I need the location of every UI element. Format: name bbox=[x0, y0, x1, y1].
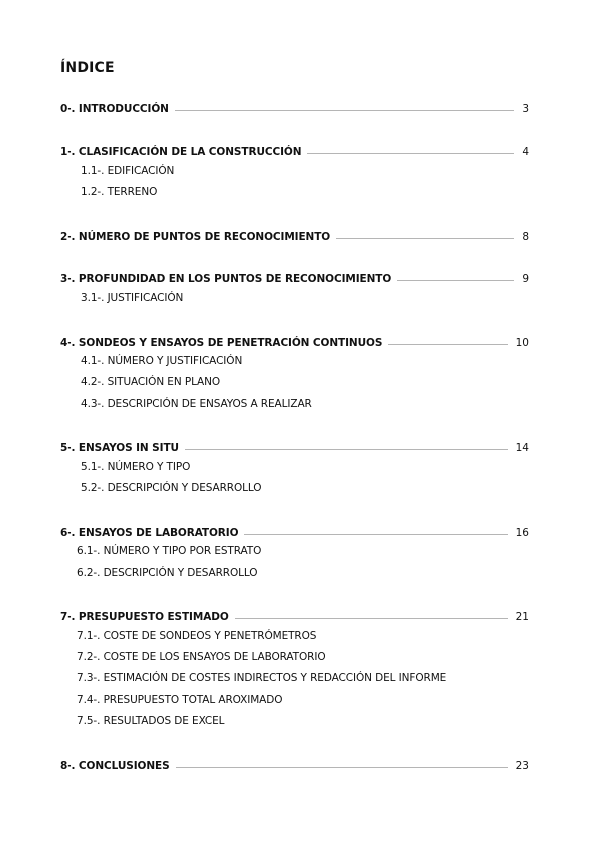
toc-entry-1[interactable] bbox=[60, 142, 529, 158]
toc-page-number: 9 bbox=[522, 273, 529, 285]
toc-subentry-7-5[interactable]: 7.5-. RESULTADOS DE EXCEL bbox=[77, 715, 225, 727]
toc-subentry-6-2[interactable]: 6.2-. DESCRIPCIÓN Y DESARROLLO bbox=[77, 567, 258, 579]
toc-page-number: 8 bbox=[522, 231, 529, 243]
toc-page-number: 10 bbox=[515, 337, 529, 349]
toc-entry-3[interactable] bbox=[60, 269, 529, 285]
toc-entry-0[interactable] bbox=[60, 99, 529, 115]
toc-entry-label: 5-. ENSAYOS IN SITU bbox=[60, 442, 179, 454]
dot-leader bbox=[235, 618, 508, 619]
toc-entry-label: 8-. CONCLUSIONES bbox=[60, 760, 170, 772]
toc-subentry-1-2[interactable]: 1.2-. TERRENO bbox=[81, 186, 158, 198]
toc-subentry-5-2[interactable]: 5.2-. DESCRIPCIÓN Y DESARROLLO bbox=[81, 482, 262, 494]
dot-leader bbox=[336, 238, 514, 239]
dot-leader bbox=[185, 449, 508, 450]
page-title: ÍNDICE bbox=[60, 60, 115, 76]
toc-entry-7[interactable] bbox=[60, 607, 529, 623]
toc-subentry-5-1[interactable]: 5.1-. NÚMERO Y TIPO bbox=[81, 461, 191, 473]
toc-entry-5[interactable] bbox=[60, 438, 529, 454]
toc-entry-2[interactable] bbox=[60, 227, 529, 243]
toc-page-number: 4 bbox=[522, 146, 529, 158]
dot-leader bbox=[397, 280, 514, 281]
toc-subentry-7-1[interactable]: 7.1-. COSTE DE SONDEOS Y PENETRÓMETROS bbox=[77, 630, 317, 642]
toc-subentry-7-2[interactable]: 7.2-. COSTE DE LOS ENSAYOS DE LABORATORIO bbox=[77, 651, 326, 663]
toc-subentry-3-1[interactable]: 3.1-. JUSTIFICACIÓN bbox=[81, 292, 184, 304]
toc-subentry-6-1[interactable]: 6.1-. NÚMERO Y TIPO POR ESTRATO bbox=[77, 545, 262, 557]
toc-entry-label: 7-. PRESUPUESTO ESTIMADO bbox=[60, 611, 229, 623]
toc-entry-label: 4-. SONDEOS Y ENSAYOS DE PENETRACIÓN CONTINUOS bbox=[60, 337, 383, 349]
toc-subentry-4-3[interactable]: 4.3-. DESCRIPCIÓN DE ENSAYOS A REALIZAR bbox=[81, 398, 312, 410]
toc-subentry-4-1[interactable]: 4.1-. NÚMERO Y JUSTIFICACIÓN bbox=[81, 355, 243, 367]
toc-page-number: 16 bbox=[515, 527, 529, 539]
toc-page-number: 3 bbox=[522, 103, 529, 115]
toc-subentry-7-3[interactable]: 7.3-. ESTIMACIÓN DE COSTES INDIRECTOS Y REDACCIÓN DEL INFORME bbox=[77, 672, 447, 684]
toc-subentry-1-1[interactable]: 1.1-. EDIFICACIÓN bbox=[81, 165, 175, 177]
toc-entry-label: 0-. INTRODUCCIÓN bbox=[60, 103, 169, 115]
toc-page-number: 14 bbox=[515, 442, 529, 454]
dot-leader bbox=[244, 534, 507, 535]
toc-subentry-4-2[interactable]: 4.2-. SITUACIÓN EN PLANO bbox=[81, 376, 221, 388]
toc-entry-8[interactable] bbox=[60, 756, 529, 772]
dot-leader bbox=[176, 767, 508, 768]
dot-leader bbox=[307, 153, 514, 154]
toc-entry-label: 3-. PROFUNDIDAD EN LOS PUNTOS DE RECONOCIMIENTO bbox=[60, 273, 392, 285]
toc-page-number: 23 bbox=[515, 760, 529, 772]
toc-subentry-7-4[interactable]: 7.4-. PRESUPUESTO TOTAL AROXIMADO bbox=[77, 694, 283, 706]
dot-leader bbox=[175, 110, 514, 111]
toc-entry-label: 1-. CLASIFICACIÓN DE LA CONSTRUCCIÓN bbox=[60, 146, 302, 158]
dot-leader bbox=[388, 344, 507, 345]
toc-entry-6[interactable] bbox=[60, 523, 529, 539]
toc-entry-label: 6-. ENSAYOS DE LABORATORIO bbox=[60, 527, 239, 539]
toc-entry-4[interactable] bbox=[60, 333, 529, 349]
toc-entry-label: 2-. NÚMERO DE PUNTOS DE RECONOCIMIENTO bbox=[60, 231, 331, 243]
toc-page-number: 21 bbox=[515, 611, 529, 623]
